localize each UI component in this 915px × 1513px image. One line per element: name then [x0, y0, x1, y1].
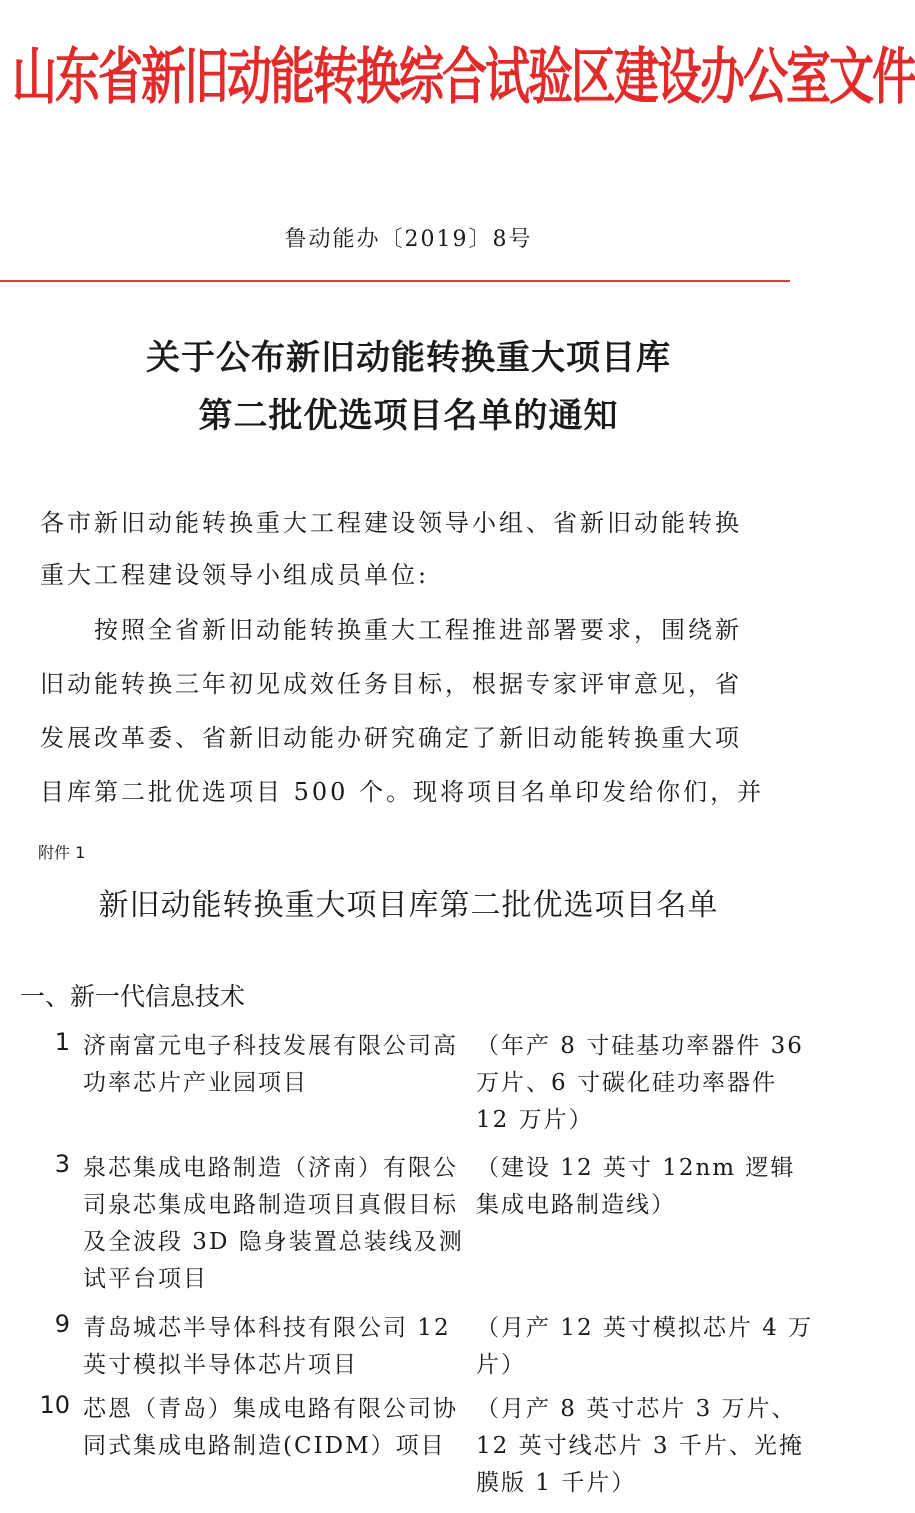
project-number: 3	[54, 1150, 70, 1178]
project-list-title: 新旧动能转换重大项目库第二批优选项目名单	[98, 888, 719, 923]
notice-title-line-1: 关于公布新旧动能转换重大项目库	[146, 338, 671, 378]
project-name: 泉芯集成电路制造（济南）有限公司泉芯集成电路制造项目真假目标及全波段 3D 隐身装置总装线及测试平台项目	[83, 1155, 464, 1292]
body-line-5: 发展改革委、省新旧动能办研究确定了新旧动能转换重大项	[40, 724, 742, 752]
project-number: 1	[54, 1028, 70, 1056]
attachment-label: 附件 1	[38, 843, 86, 862]
project-name: 芯恩（青岛）集成电路有限公司协同式集成电路制造(CIDM）项目	[83, 1396, 458, 1459]
notice-title-line-2: 第二批优选项目名单的通知	[198, 396, 619, 436]
project-number: 10	[39, 1391, 70, 1419]
body-line-2: 重大工程建设领导小组成员单位:	[40, 561, 430, 589]
body-line-6: 目库第二批优选项目 500 个。现将项目名单印发给你们，并	[40, 778, 765, 806]
document-number: 鲁动能办〔2019〕8号	[284, 227, 533, 252]
body-line-4: 旧动能转换三年初见成效任务目标，根据专家评审意见，省	[40, 670, 742, 698]
project-description: （建设 12 英寸 12nm 逻辑集成电路制造线）	[476, 1155, 796, 1218]
project-description: （月产 8 英寸芯片 3 万片、12 英寸线芯片 3 千片、光掩膜版 1 千片）	[476, 1396, 804, 1496]
project-number: 9	[54, 1310, 70, 1338]
project-name: 济南富元电子科技发展有限公司高功率芯片产业园项目	[83, 1033, 458, 1096]
red-divider	[0, 280, 790, 282]
document-header-title: 山东省新旧动能转换综合试验区建设办公室文件	[12, 40, 915, 113]
project-description: （月产 12 英寸模拟芯片 4 万片）	[476, 1315, 814, 1378]
section-heading: 一、新一代信息技术	[20, 982, 246, 1011]
project-description: （年产 8 寸硅基功率器件 36 万片、6 寸碳化硅功率器件 12 万片）	[476, 1033, 804, 1133]
body-line-3: 按照全省新旧动能转换重大工程推进部署要求，围绕新	[40, 616, 742, 644]
project-name: 青岛城芯半导体科技有限公司 12 英寸模拟半导体芯片项目	[83, 1315, 451, 1378]
body-line-1: 各市新旧动能转换重大工程建设领导小组、省新旧动能转换	[40, 509, 742, 537]
